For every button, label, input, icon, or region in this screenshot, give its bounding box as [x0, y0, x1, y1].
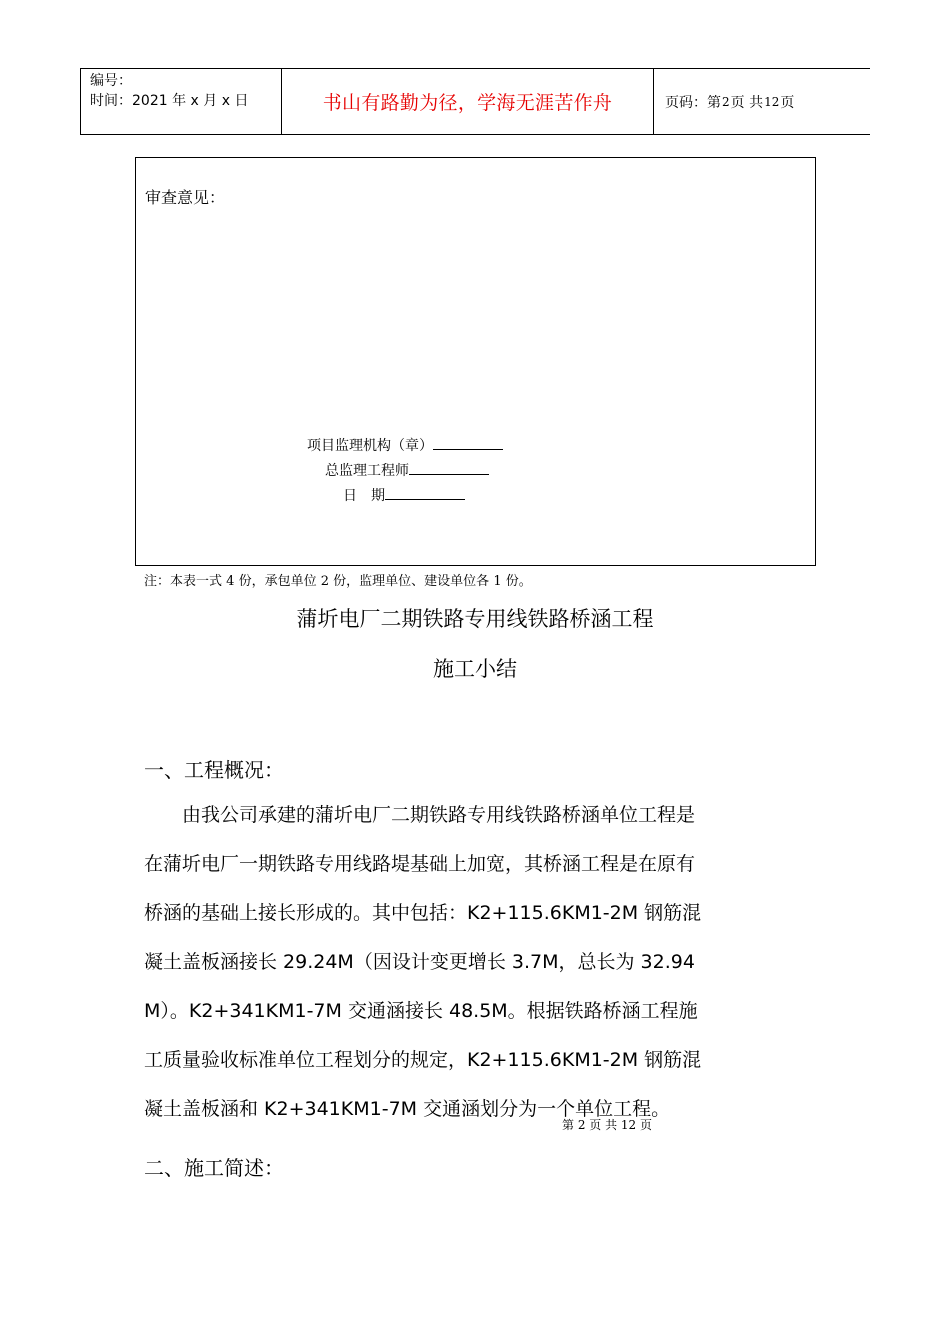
date-line: [343, 485, 465, 505]
page-prefix: 页码：第: [665, 94, 721, 111]
note-text-a: 注：本表一式: [144, 574, 223, 589]
paragraph-line: 凝土盖板涵和 K2+341KM1-7M 交通涵划分为一个单位工程。: [144, 1098, 671, 1120]
paragraph-line: 由我公司承建的蒲圻电厂二期铁路专用线铁路桥涵单位工程是: [144, 804, 696, 826]
supervision-org-label: 项目监理机构（章）: [307, 438, 433, 454]
page-footer-number: 第 2 页 共 12 页: [562, 1118, 652, 1132]
page-suffix: 页: [780, 94, 795, 111]
section-heading-construction: 二、施工简述：: [144, 1156, 284, 1180]
motto: 书山有路勤为径，学海无涯苦作舟: [282, 69, 654, 134]
page-indicator: [654, 69, 871, 134]
chief-engineer-blank[interactable]: [409, 460, 489, 475]
review-label: 审查意见：: [145, 188, 226, 207]
note-copies-each: 1: [493, 574, 502, 589]
paragraph-line: 工质量验收标准单位工程划分的规定，K2+115.6KM1-2M 钢筋混: [144, 1049, 702, 1071]
paragraph-line: 凝土盖板涵接长 29.24M（因设计变更增长 3.7M，总长为 32.94: [144, 951, 695, 973]
review-box: [135, 157, 816, 566]
note-text-d: 份。: [505, 574, 532, 589]
header-left-cell: [81, 69, 282, 134]
paragraph-line: 在蒲圻电厂一期铁路专用线路堤基础上加宽，其桥涵工程是在原有: [144, 853, 696, 875]
supervision-org-line: [307, 435, 503, 455]
date-blank[interactable]: [385, 485, 465, 500]
number-label: 编号：: [90, 73, 132, 89]
page-mid: 页 共: [730, 94, 764, 111]
form-note: [144, 570, 532, 589]
time-label: 时间：2021 年 x 月 x 日: [90, 93, 249, 109]
page-total: 12: [764, 94, 780, 109]
chief-engineer-label: 总监理工程师: [325, 463, 409, 479]
header-table: [80, 68, 870, 135]
paragraph-line: M）。K2+341KM1-7M 交通涵接长 48.5M。根据铁路桥涵工程施: [144, 1000, 698, 1022]
supervision-org-blank[interactable]: [433, 435, 503, 450]
date-label: 日 期: [343, 488, 385, 504]
section-heading-overview: 一、工程概况：: [144, 758, 284, 782]
page-current: 2: [722, 94, 730, 109]
document-subtitle: 施工小结: [433, 657, 517, 681]
note-text-b: 份，承包单位: [238, 574, 317, 589]
paragraph-line: 桥涵的基础上接长形成的。其中包括：K2+115.6KM1-2M 钢筋混: [144, 902, 702, 924]
note-text-c: 份，监理单位、建设单位各: [333, 574, 490, 589]
note-copies-total: 4: [226, 574, 235, 589]
document-title: 蒲圻电厂二期铁路专用线铁路桥涵工程: [296, 607, 654, 631]
note-copies-contractor: 2: [320, 574, 330, 589]
chief-engineer-line: [325, 460, 489, 480]
overview-paragraph: [144, 791, 808, 1134]
